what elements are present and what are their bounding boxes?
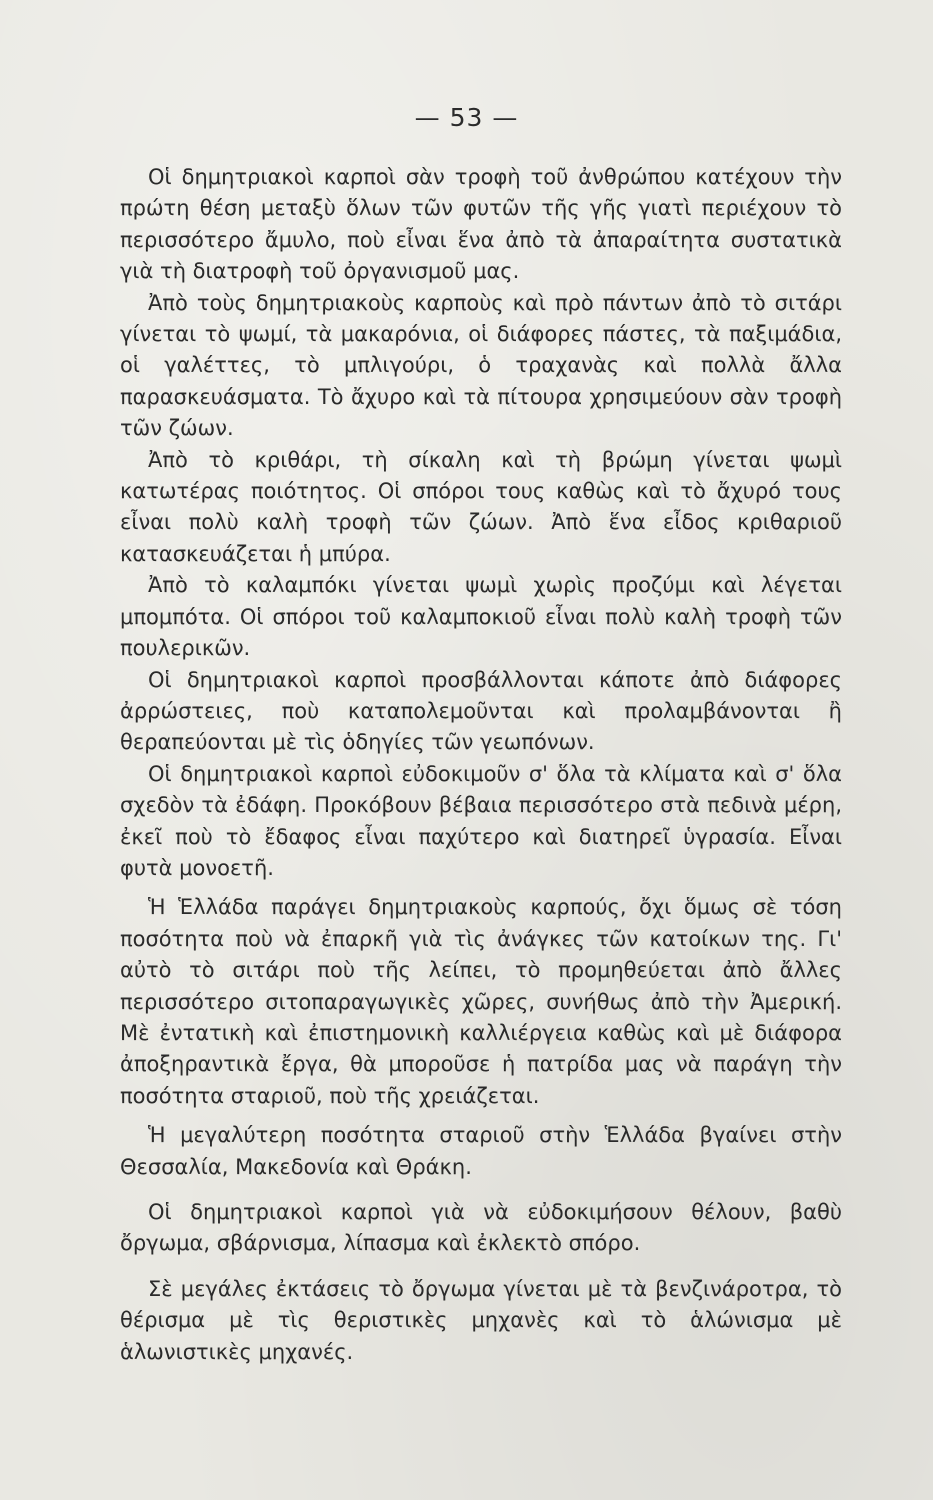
paragraph-cereals-food: Οἱ δημητριακοὶ καρποὶ σὰν τροφὴ τοῦ ἀνθρώπου κατέχουν τὴν πρώτη θέση μεταξὺ ὅλων τῶν φυτῶν τῆς γῆς γιατὶ περιέχουν τὸ περισσότερο ἄμυλο, ποὺ εἶναι ἕνα ἀπὸ τὰ ἀπαραίτητα συστατικὰ γιὰ τὴ διατροφὴ τοῦ ὀργανισμοῦ μας. — [120, 165, 842, 284]
paragraph-corn: Ἀπὸ τὸ καλαμπόκι γίνεται ψωμὶ χωρὶς προζύμι καὶ λέγεται μπομπότα. Οἱ σπόροι τοῦ καλαμποκιοῦ εἶναι πολὺ καλὴ τροφὴ τῶν πουλερικῶν. — [120, 573, 842, 661]
paragraph-regions: Ἡ μεγαλύτερη ποσότητα σταριοῦ στὴν Ἑλλάδα βγαίνει στὴν Θεσσαλία, Μακεδονία καὶ Θράκη. — [120, 1123, 842, 1179]
body-text — [120, 162, 842, 1368]
paragraph-machinery: Σὲ μεγάλες ἐκτάσεις τὸ ὄργωμα γίνεται μὲ τὰ βενζινάροτρα, τὸ θέρισμα μὲ τὶς θεριστικὲς μηχανὲς καὶ τὸ ἁλώνισμα μὲ ἁλωνιστικὲς μηχανές. — [120, 1276, 842, 1364]
paragraph-diseases: Οἱ δημητριακοὶ καρποὶ προσβάλλονται κάποτε ἀπὸ διάφορες ἀρρώστειες, ποὺ καταπολεμοῦνται καὶ προλαμβάνονται ἢ θεραπεύονται μὲ τὶς ὁδηγίες τῶν γεωπόνων. — [120, 667, 842, 755]
paragraph-greece-production: Ἡ Ἑλλάδα παράγει δημητριακοὺς καρπούς, ὄχι ὅμως σὲ τόση ποσότητα ποὺ νὰ ἐπαρκῆ γιὰ τὶς ἀνάγκες τῶν κατοίκων της. Γι' αὐτὸ τὸ σιτάρι ποὺ τῆς λείπει, τὸ προμηθεύεται ἀπὸ ἄλλες περισσότερο σιτοπαραγωγικὲς χῶρες, συνήθως ἀπὸ τὴν Ἀμερική. Μὲ ἐντατικὴ καὶ ἐπιστημονικὴ καλλιέργεια καθὼς καὶ μὲ διάφορα ἀποξηραντικὰ ἔργα, θὰ μποροῦσε ἡ πατρίδα μας νὰ παράγη τὴν ποσότητα σταριοῦ, ποὺ τῆς χρειάζεται. — [120, 895, 842, 1108]
paragraph-wheat-products: Ἀπὸ τοὺς δημητριακοὺς καρποὺς καὶ πρὸ πάντων ἀπὸ τὸ σιτάρι γίνεται τὸ ψωμί, τὰ μακαρόνια, οἱ διάφορες πάστες, τὰ παξιμάδια, οἱ γαλέττες, τὸ μπλιγούρι, ὁ τραχανὰς καὶ πολλὰ ἄλλα παρασκευάσματα. Τὸ ἄχυρο καὶ τὰ πίτουρα χρησιμεύουν σὰν τροφὴ τῶν ζώων. — [120, 290, 842, 441]
paragraph-barley-rye-oats: Ἀπὸ τὸ κριθάρι, τὴ σίκαλη καὶ τὴ βρώμη γίνεται ψωμὶ κατωτέρας ποιότητος. Οἱ σπόροι τους καθὼς καὶ τὸ ἄχυρό τους εἶναι πολὺ καλὴ τροφὴ τῶν ζώων. Ἀπὸ ἕνα εἶδος κριθαριοῦ κατασκευάζεται ἡ μπύρα. — [120, 447, 842, 566]
paragraph-climates-soils: Οἱ δημητριακοὶ καρποὶ εὐδοκιμοῦν σ' ὅλα τὰ κλίματα καὶ σ' ὅλα σχεδὸν τὰ ἐδάφη. Προκόβουν βέβαια περισσότερο στὰ πεδινὰ μέρη, ἐκεῖ ποὺ τὸ ἔδαφος εἶναι παχύτερο καὶ διατηρεῖ ὑγρασία. Εἶναι φυτὰ μονοετῆ. — [120, 761, 842, 880]
paragraph-cultivation-needs: Οἱ δημητριακοὶ καρποὶ γιὰ νὰ εὐδοκιμήσουν θέλουν, βαθὺ ὄργωμα, σβάρνισμα, λίπασμα καὶ ἐκλεκτὸ σπόρο. — [120, 1200, 842, 1256]
page-number: — 53 — — [414, 103, 519, 132]
